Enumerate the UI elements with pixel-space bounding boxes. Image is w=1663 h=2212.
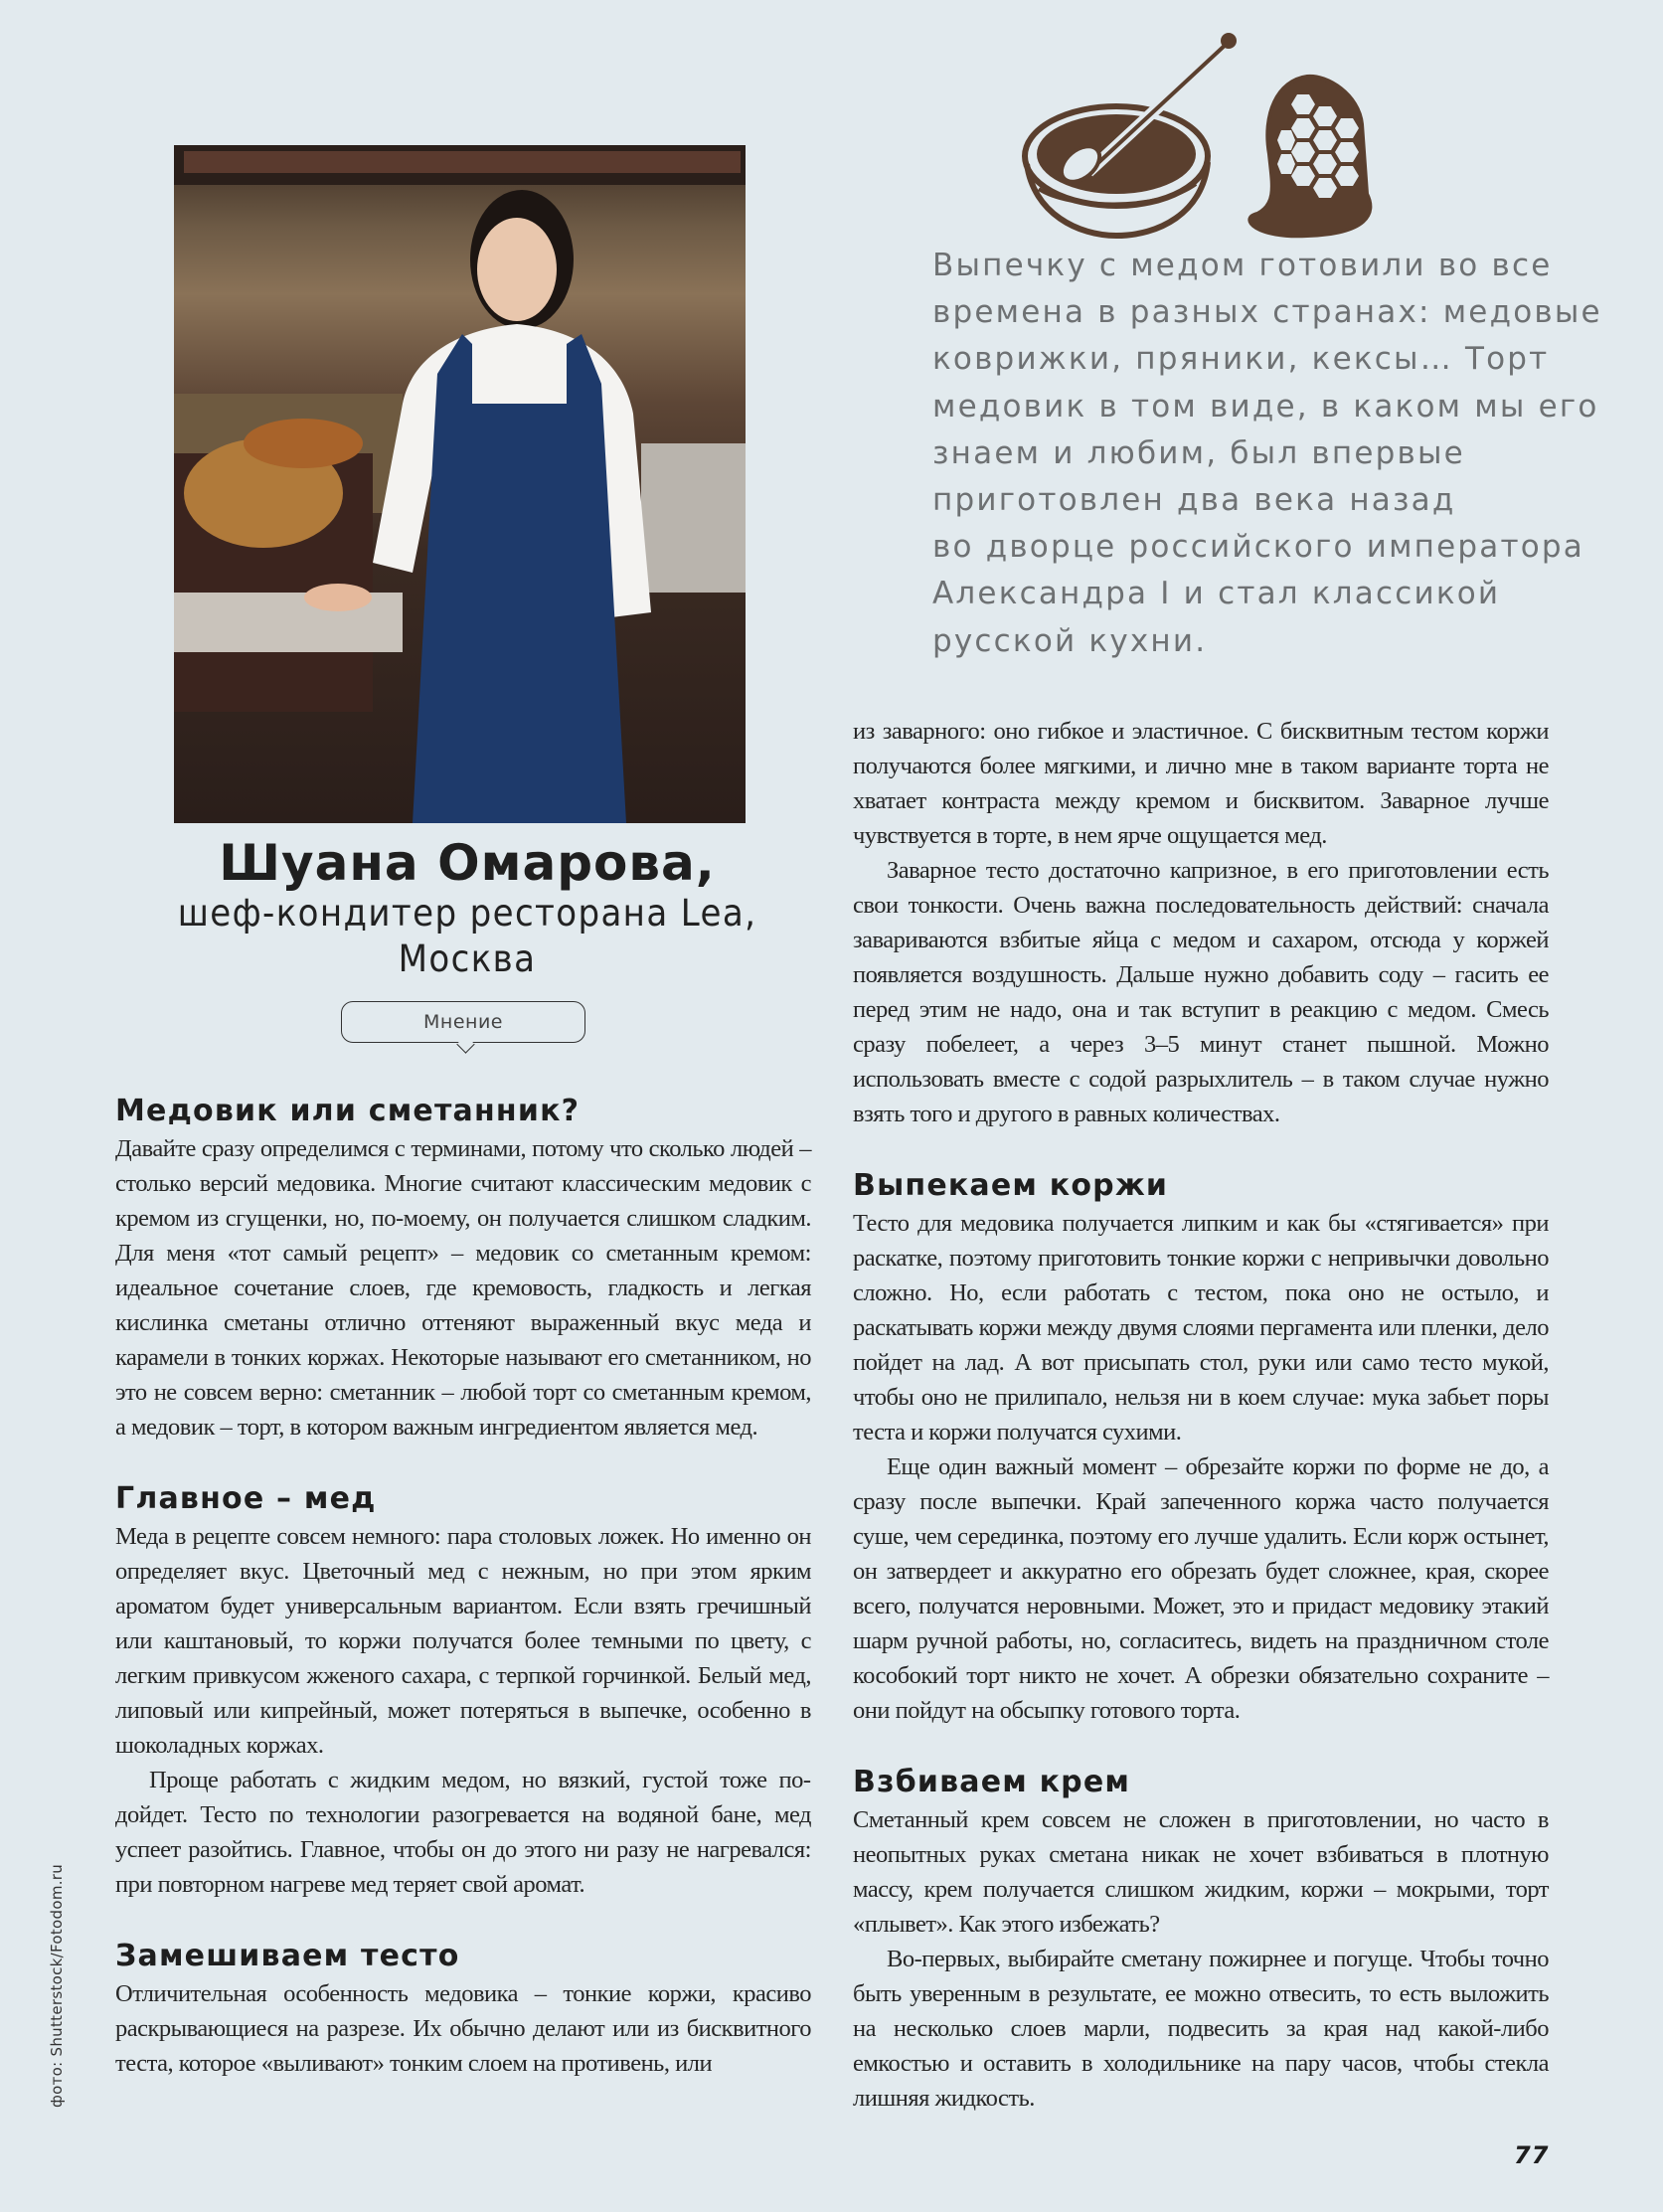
pull-quote-line: знаем и любим, был впервые	[932, 434, 1465, 471]
honey-bowl-icon	[1025, 106, 1208, 236]
section-whip-cream	[853, 1763, 1549, 2116]
left-column	[115, 1092, 811, 2116]
paragraph: Проще работать с жидким медом, но вязкий, густой тоже подойдет. Тесто по технологии разогревается на водяной бане, мед успеет разойтись. Главное, чтобы он до этого ни разу не нагревался: при повторном нагреве мед теряет свой аромат.	[115, 1767, 811, 1898]
paragraph: Давайте сразу определимся с терминами, потому что сколько людей – столько версий медовика. Многие считают классическим медовик с кремом из сгущенки, но, по-моему, он получается слишком сладким. Для меня «тот самый рецепт» – медовик со сметанным кремом: идеальное сочетание слоев, где кремовость, гладкость и легкая кислинка сметаны отлично оттеняют выраженный вкус меда и карамели в тонких коржах. Некоторые называют его сметанником, но это не совсем верно: сметанник – любой торт со сметанным кремом, а медовик – торт, в котором важным ингредиентом является мед.	[115, 1135, 811, 1441]
honey-illustration	[1009, 15, 1426, 244]
section-main-honey	[115, 1479, 811, 1902]
author-city: Москва	[398, 937, 537, 980]
pull-quote-line: времена в разных странах: медовые	[932, 294, 1602, 331]
section-heading: Главное – мед	[115, 1481, 377, 1516]
paragraph: из заварного: оно гибкое и эластичное. С бисквитным тестом коржи получаются более мягкими, и лично мне в таком варианте торта не хватает контраста между кремом и бисквитом. Заварное лучше чувствуется в торте, в нем ярче ощущается мед.	[853, 718, 1549, 849]
chef-photo	[174, 145, 746, 823]
paragraph: Заварное тесто достаточно капризное, в его приготовлении есть свои тонкости. Очень важна последовательность действий: сначала завариваются взбитые яйца с медом и сахаром, отсюда у коржей появляется воздушность. Дальше нужно добавить соду – гасить ее перед этим не надо, она и так вступит в реакцию с медом. Смесь сразу побелеет, а через 3–5 минут станет пышной. Можно использовать вместе с содой разрыхлитель – в таком случае нужно взять того и другого в равных количествах.	[853, 857, 1549, 1127]
paragraph: Еще один важный момент – обрезайте коржи по форме не до, а сразу после выпечки. Край запеченного коржа часто получается суше, чем серединка, поэтому его лучше удалить. Если корж остынет, он затвердеет и аккуратно его обрезать будет сложнее, края, скорее всего, получатся неровными. Может, это и придаст медовику этакий шарм ручной работы, но, согласитесь, видеть на праздничном столе кособокий торт никто не хочет. А обрезки обязательно сохраните – они пойдут на обсыпку готового торта.	[853, 1453, 1549, 1724]
right-column	[853, 714, 1549, 2150]
section-heading: Медовик или сметанник?	[115, 1094, 581, 1128]
author-role: шеф-кондитер ресторана Lea,	[177, 892, 757, 935]
section-heading: Замешиваем тесто	[115, 1939, 460, 1973]
pull-quote-line: во дворце российского императора	[932, 529, 1584, 566]
pull-quote-line: медовик в том виде, в каком мы его	[932, 388, 1599, 425]
section-continuation	[853, 714, 1549, 1131]
pull-quote-line: коврижки, пряники, кексы… Торт	[932, 341, 1550, 378]
pull-quote-line: Александра I и стал классикой	[932, 576, 1501, 612]
paragraph: Меда в рецепте совсем немного: пара столовых ложек. Но именно он определяет вкус. Цветочный мед с нежным, но при этом ярким ароматом будет универсальным вариантом. Если взять гречишный или каштановый, то коржи получатся более темными по цвету, с легким привкусом жженого сахара, с терпкой горчинкой. Белый мед, липовый или кипрейный, может потеряться в выпечке, особенно в шоколадных коржах.	[115, 1523, 811, 1759]
pull-quote	[932, 243, 1602, 665]
pull-quote-line: русской кухни.	[932, 622, 1208, 659]
section-heading: Выпекаем коржи	[853, 1168, 1169, 1203]
section-heading: Взбиваем крем	[853, 1765, 1131, 1799]
paragraph: Тесто для медовика получается липким и как бы «стягивается» при раскатке, поэтому приготовить тонкие коржи с непривычки довольно сложно. Но, если работать с тестом, пока оно не остыло, и раскатывать коржи между двумя слоями пергамента или пленки, дело пойдет на лад. А вот присыпать стол, руки или само тесто мукой, чтобы оно не прилипало, нельзя ни в коем случае: мука забьет поры теста и коржи получатся сухими.	[853, 1210, 1549, 1446]
opinion-badge	[341, 1001, 585, 1043]
section-knead-dough	[115, 1937, 811, 2081]
pull-quote-line: Выпечку с медом готовили во все	[932, 248, 1553, 283]
speech-bubble-tail-icon	[456, 1035, 474, 1053]
page-number: 77	[1514, 2141, 1550, 2169]
author-name: Шуана Омарова,	[219, 834, 716, 892]
opinion-badge-label: Мнение	[423, 1011, 503, 1033]
honeycomb-icon	[1249, 77, 1370, 236]
author-byline	[149, 835, 785, 982]
section-bake-layers	[853, 1166, 1549, 1728]
pull-quote-line: приготовлен два века назад	[932, 482, 1456, 519]
section-medovik-or-smetannik	[115, 1092, 811, 1445]
paragraph: Отличительная особенность медовика – тонкие коржи, красиво раскрывающиеся на разрезе. Их обычно делают или из бисквитного теста, которое «выливают» тонким слоем на противень, или	[115, 1980, 811, 2077]
photo-credit: фото: Shutterstock/Fotodom.ru	[48, 1863, 66, 2108]
paragraph: Сметанный крем совсем не сложен в приготовлении, но часто в неопытных руках сметана никак не хочет взбиваться в плотную массу, крем получается слишком жидким, коржи – мокрыми, торт «плывет». Как этого избежать?	[853, 1806, 1549, 1938]
paragraph: Во-первых, выбирайте сметану пожирнее и погуще. Чтобы точно быть уверенным в результате, ее можно отвесить, то есть выложить на несколько слоев марли, подвесить за края над какой-либо емкостью и оставить в холодильнике на пару часов, чтобы стекла лишняя жидкость.	[853, 1946, 1549, 2112]
